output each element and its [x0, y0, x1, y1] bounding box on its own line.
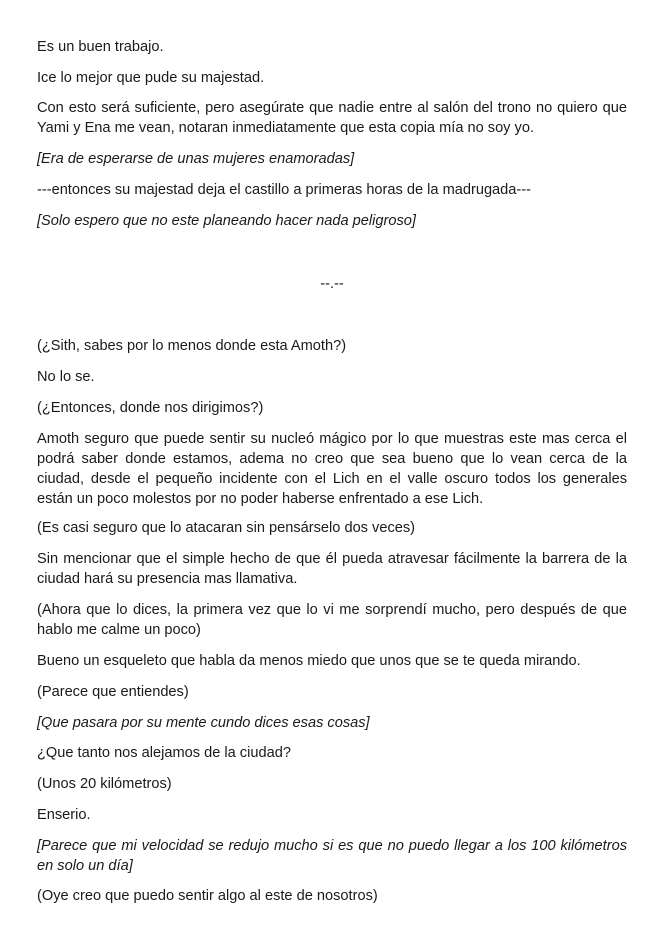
- paragraph: Enserio.: [37, 807, 91, 823]
- section-separator: --.--: [320, 276, 344, 292]
- paragraph-italic: [Que pasara por su mente cundo dices esas cosas]: [37, 715, 370, 731]
- paragraph-italic: [Solo espero que no este planeando hacer nada peligroso]: [37, 213, 416, 229]
- paragraph: (¿Sith, sabes por lo menos donde esta Amoth?): [37, 338, 347, 354]
- paragraph: (¿Entonces, donde nos dirigimos?): [37, 400, 264, 416]
- paragraph: (Parece que entiendes): [37, 684, 189, 700]
- paragraph: (Oye creo que puedo sentir algo al este de nosotros): [37, 888, 378, 904]
- paragraph: (Unos 20 kilómetros): [37, 776, 172, 792]
- paragraph: (Es casi seguro que lo atacaran sin pensárselo dos veces): [37, 520, 416, 536]
- paragraph: Es un buen trabajo.: [37, 39, 164, 55]
- paragraph-italic: [Era de esperarse de unas mujeres enamoradas]: [37, 151, 355, 167]
- paragraph: Ice lo mejor que pude su majestad.: [37, 70, 265, 86]
- paragraph-italic: [Parece que mi velocidad se redujo mucho si es que no puedo llegar a los 100 kilómetros en solo un día]: [37, 838, 627, 874]
- paragraph: No lo se.: [37, 369, 95, 385]
- paragraph: Con esto será suficiente, pero asegúrate que nadie entre al salón del trono no quiero que Yami y Ena me vean, notaran inmediatamente que esta copia mía no soy yo.: [37, 100, 627, 136]
- paragraph: Amoth seguro que puede sentir su nucleó mágico por lo que muestras este mas cerca el podrá saber donde estamos, adema no creo que sea bueno que lo vean cerca de la ciudad, desde el pequeño incidente con el Lich en el valle oscuro todos los generales están un poco molestos por no poder haberse enfrentado a ese Lich.: [37, 431, 627, 507]
- paragraph: ¿Que tanto nos alejamos de la ciudad?: [37, 745, 291, 761]
- paragraph: Sin mencionar que el simple hecho de que él pueda atravesar fácilmente la barrera de la ciudad hará su presencia mas llamativa.: [37, 551, 627, 587]
- paragraph: ---entonces su majestad deja el castillo a primeras horas de la madrugada---: [37, 182, 531, 198]
- paragraph: Bueno un esqueleto que habla da menos miedo que unos que se te queda mirando.: [37, 653, 581, 669]
- paragraph: (Ahora que lo dices, la primera vez que lo vi me sorprendí mucho, pero después de que hablo me calme un poco): [37, 602, 627, 638]
